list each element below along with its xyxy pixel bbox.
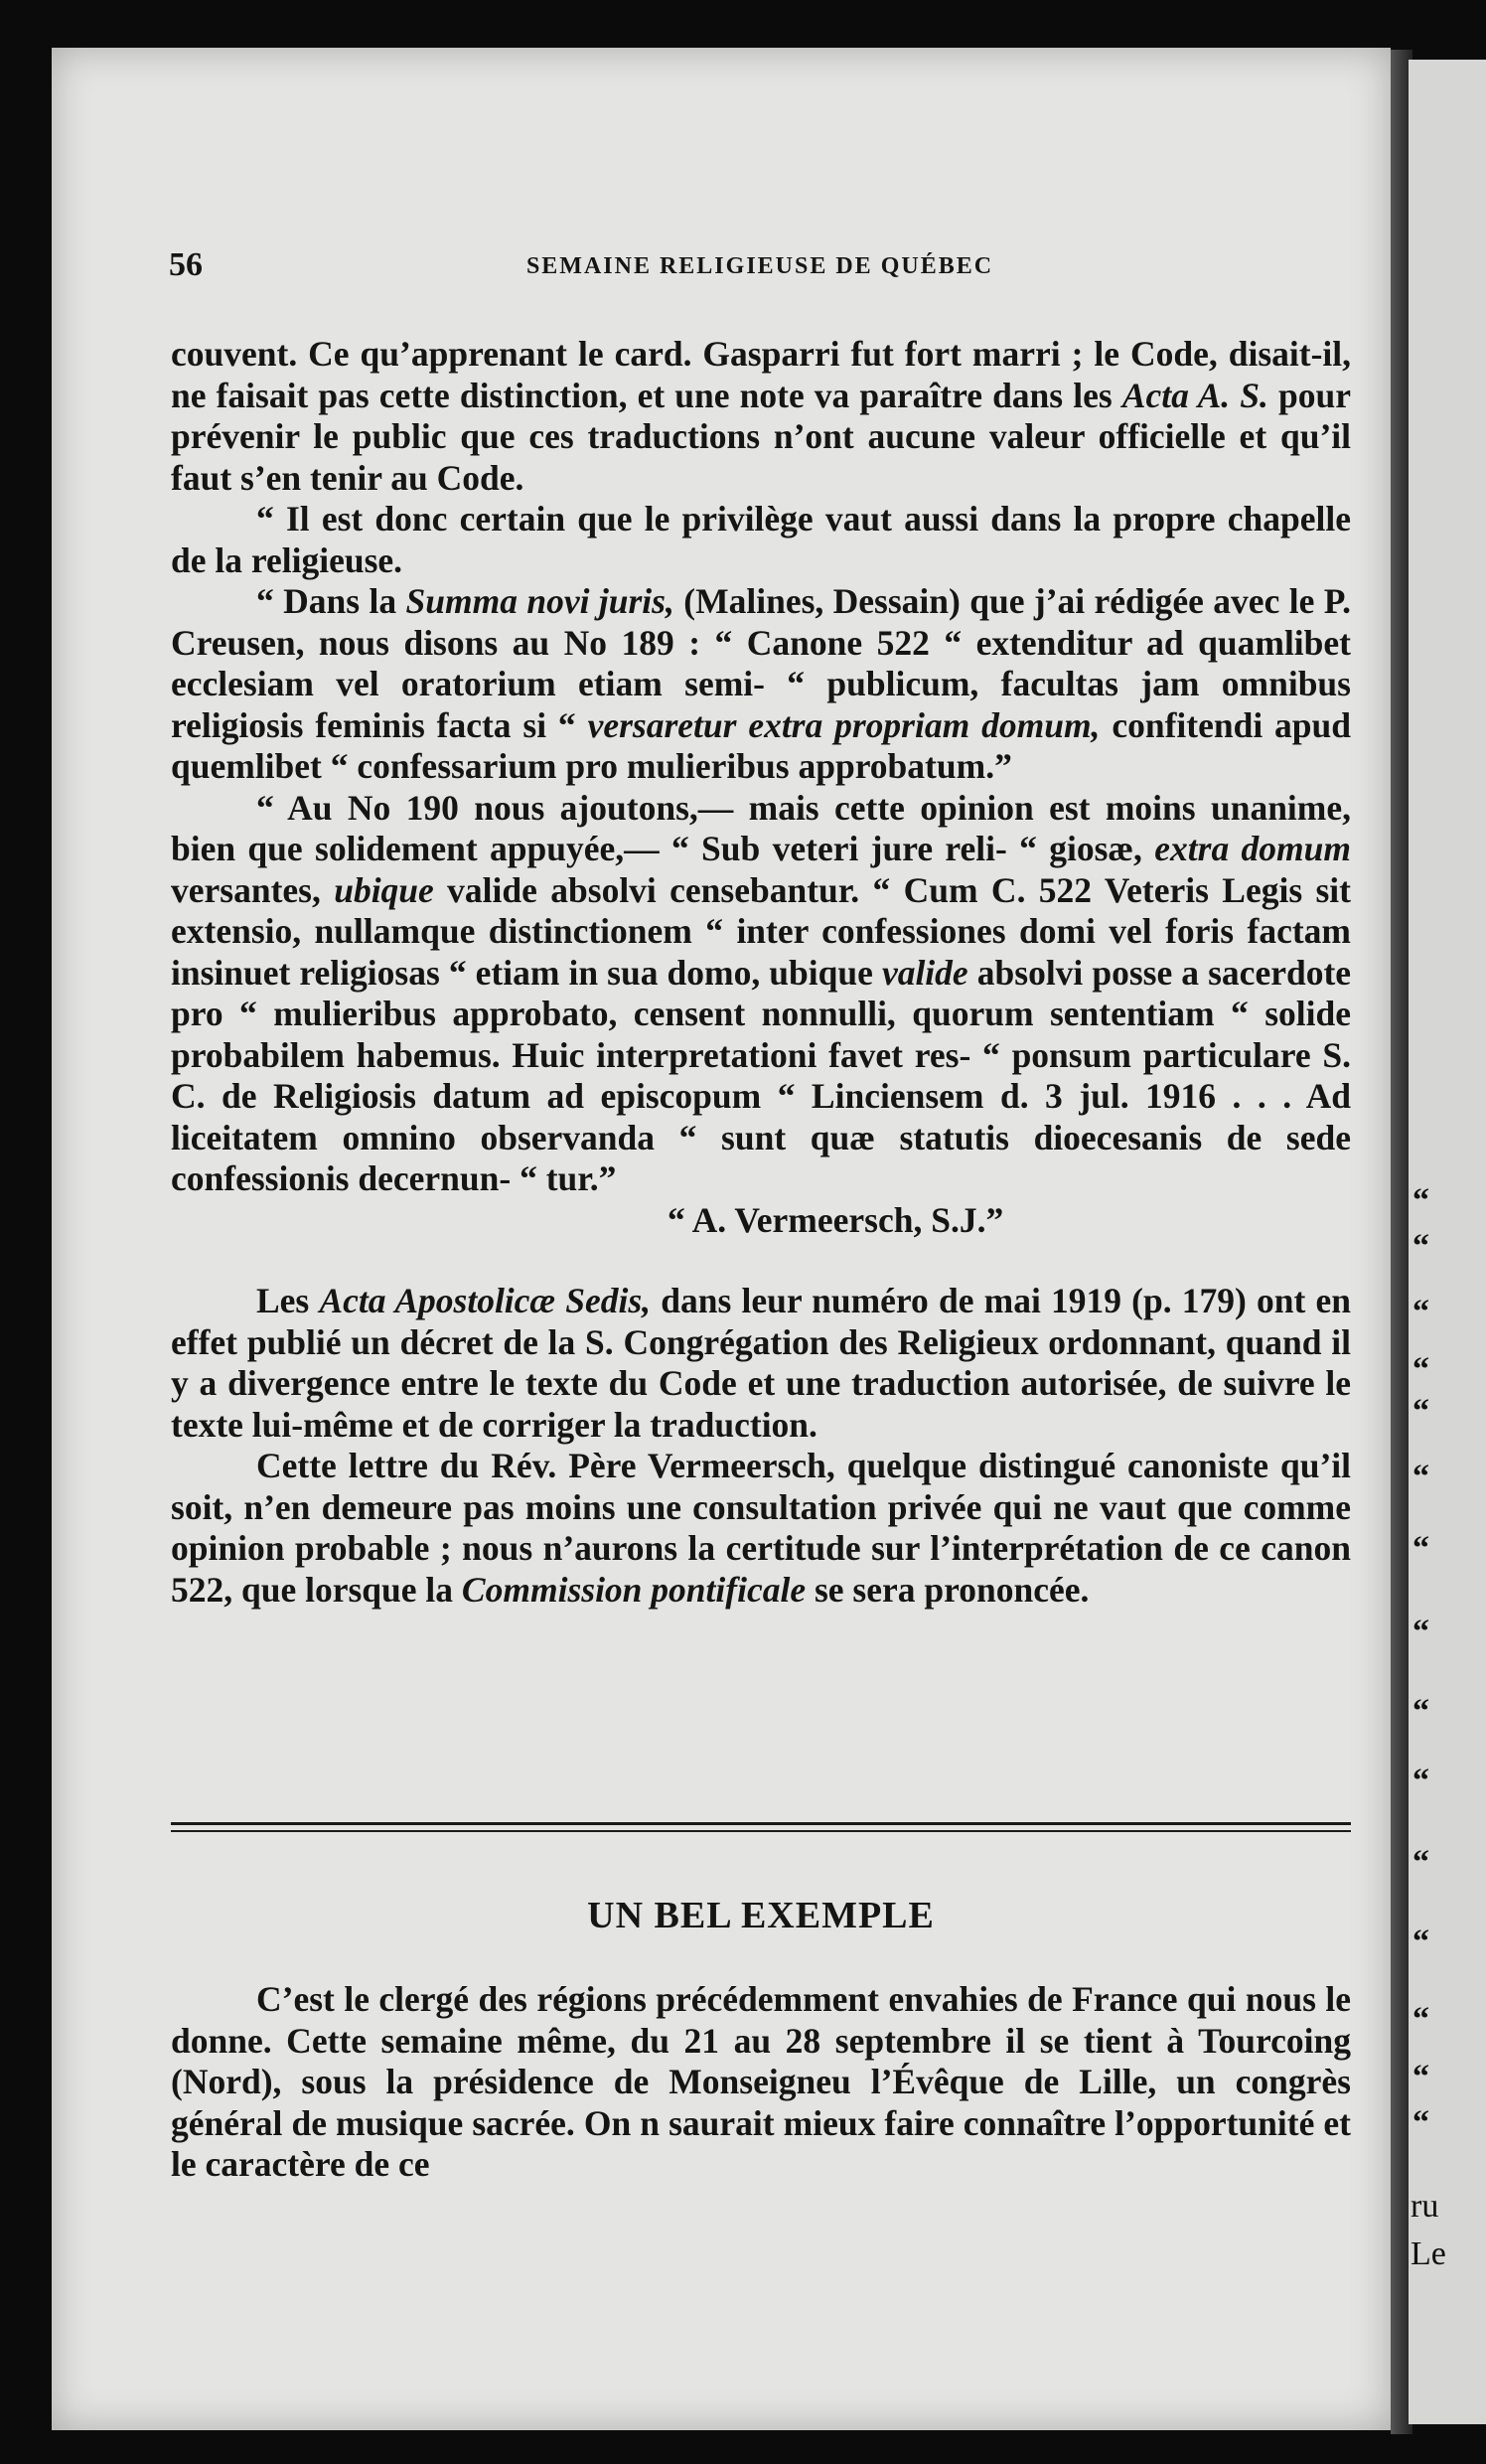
quote-mark: “	[1412, 2104, 1429, 2141]
text: absolvi posse a sacerdote pro “ mulieribus approbato, censent nonnulli, quorum sententiam “ solide probabilem habemus. Huic interpretationi favet res- “ ponsum particulare S. C. de Religiosis datum ad episcopum “ Linciensem d. 3 jul. 1916 . . . Ad liceitatem omnino observanda “ sunt quæ statutis dioecesanis de sede confessionis decernun- “ tur.”	[171, 952, 1352, 1198]
text: (Malines, Dessain) que j’ai rédigée avec le P. Creusen, nous disons au No 189 : “ Canone 522 “ extenditur ad quamlibet ecclesiam vel oratorium etiam semi- “ publicum, facultas jam omnibus religiosis feminis facta si “	[171, 581, 1352, 745]
page-header	[169, 248, 1351, 288]
italic-text: Summa novi juris,	[405, 581, 674, 621]
text: Cette lettre du Rév. Père Vermeersch, quelque distingué canoniste qu’il soit, n’en demeure pas moins une consultation privée qui ne vaut que comme opinion probable ; nous n’aurons la certitude sur l’interprétation de ce canon 522, que lorsque la	[171, 1446, 1351, 1610]
text: versantes,	[171, 869, 321, 910]
quote-mark: “	[1412, 2001, 1429, 2038]
quote-mark: “	[1412, 1294, 1429, 1330]
signature: “ A. Vermeersch, S.J.”	[668, 1199, 1004, 1240]
italic-text: extra domum	[1154, 829, 1352, 868]
quote-mark: “	[1412, 1182, 1429, 1219]
quote-mark: “	[1412, 1844, 1429, 1881]
quote-mark: “	[1412, 1763, 1429, 1799]
quote-mark: “	[1412, 1924, 1429, 1960]
adjacent-line-2: Le	[1411, 2235, 1446, 2272]
quote-mark: “	[1412, 1351, 1429, 1388]
spacer	[171, 1241, 1351, 1281]
page-number: 56	[169, 246, 203, 283]
text: “ Il est donc certain que le privilège vaut aussi dans la propre chapelle de la religieuse.	[171, 499, 1351, 580]
section-divider	[171, 1830, 1351, 1832]
text: “ Au No 190 nous ajoutons,— mais cette opinion est moins unanime, bien que solidement appuyée,— “ Sub veteri jure reli- “ giosæ,	[171, 787, 1351, 868]
paragraph	[171, 334, 1351, 499]
text: couvent. Ce qu’apprenant le card. Gasparri fut fort marri ; le Code, disait-il, ne faisait pas cette distinction, et une note va paraître dans les	[171, 334, 1351, 415]
running-title: SEMAINE RELIGIEUSE DE QUÉBEC	[525, 253, 994, 279]
text: confitendi apud quemlibet “ confessarium pro mulieribus approbatum.”	[171, 704, 1352, 786]
paragraph	[171, 1281, 1351, 1446]
paragraph	[171, 581, 1351, 788]
adjacent-line-1: ru	[1411, 2188, 1439, 2225]
adjacent-page-edge	[1409, 60, 1486, 2424]
quote-mark: “	[1412, 2059, 1429, 2095]
text: dans leur numéro de mai 1919 (p. 179) ont en effet publié un décret de la S. Congrégation des Religieux ordonnant, quand il y a divergence entre le texte du Code et une traduction autorisée, de suivre le texte lui-même et de corriger la traduction.	[171, 1281, 1352, 1445]
quote-mark: “	[1412, 1693, 1429, 1730]
article-body	[171, 334, 1351, 1611]
text: pour prévenir le public que ces traductions n’ont aucune valeur officielle et qu’il faut s’en tenir au Code.	[171, 375, 1352, 498]
italic-text: valide	[881, 952, 968, 993]
italic-text: Acta A. S.	[1121, 375, 1268, 415]
quote-mark: “	[1412, 1393, 1429, 1430]
paragraph: C’est le clergé des régions précédemment envahies de France qui nous le donne. Cette semaine même, du 21 au 28 septembre il se tient à Tourcoing (Nord), sous la présidence de Monseigneu l’Évêque de Lille, un congrès général de musique sacrée. On n saurait mieux faire connaître l’opportunité et le caractère de ce	[171, 1979, 1351, 2184]
italic-text: versaretur extra propriam domum,	[587, 704, 1101, 745]
section-divider	[171, 1822, 1351, 1825]
paragraph	[171, 499, 1351, 581]
section-body	[171, 1979, 1351, 2186]
italic-text: Acta Apostolicæ Sedis,	[319, 1281, 652, 1320]
quote-mark: “	[1412, 1530, 1429, 1567]
text: Les	[256, 1281, 310, 1320]
text: valide absolvi censebantur. “ Cum C. 522 Veteris Legis sit extensio, nullamque distinctionem “ inter confessiones domi vel foris factam insinuet religiosas “ etiam in sua domo, ubique	[171, 869, 1351, 993]
italic-text: Commission pontificale	[461, 1569, 807, 1610]
section-title: UN BEL EXEMPLE	[587, 1895, 935, 1936]
paragraph	[171, 1446, 1351, 1611]
text: se sera prononcée.	[814, 1569, 1090, 1610]
paragraph	[171, 788, 1351, 1200]
quote-mark: “	[1412, 1459, 1429, 1495]
text: “ Dans la	[256, 581, 397, 621]
quote-mark: “	[1412, 1614, 1429, 1650]
quote-mark: “	[1412, 1228, 1429, 1265]
italic-text: ubique	[334, 869, 434, 910]
